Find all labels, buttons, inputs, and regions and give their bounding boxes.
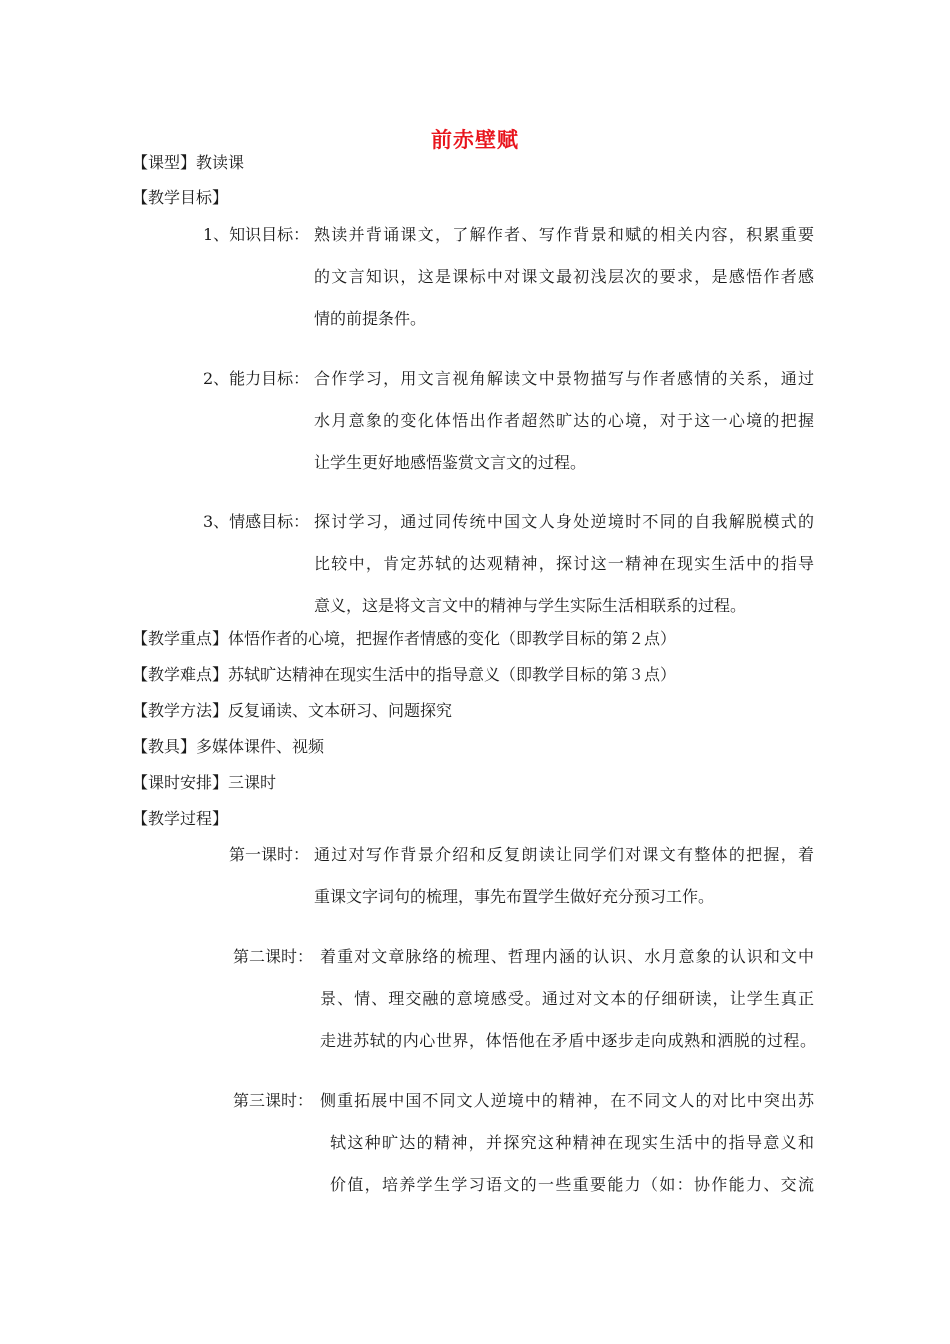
objective-2-line-1: 合作学习，用文言视角解读文中景物描写与作者感情的关系，通过: [314, 369, 814, 388]
session-2-line-3: 走进苏轼的内心世界，体悟他在矛盾中逐步走向成熟和洒脱的过程。: [320, 1031, 816, 1050]
objective-2-label: 2、能力目标：: [203, 369, 310, 388]
session-3-line-2: 轼这种旷达的精神，并探究这种精神在现实生活中的指导意义和: [330, 1133, 814, 1152]
session-3-line-3: 价值，培养学生学习语文的一些重要能力（如：协作能力、交流: [330, 1175, 814, 1194]
session-2-line-1: 着重对文章脉络的梳理、哲理内涵的认识、水月意象的认识和文中: [320, 947, 814, 966]
objective-3-line-3: 意义，这是将文言文中的精神与学生实际生活相联系的过程。: [314, 596, 747, 615]
session-1-label: 第一课时：: [229, 845, 310, 864]
objective-3-line-2: 比较中，肯定苏轼的达观精神，探讨这一精神在现实生活中的指导: [314, 554, 814, 573]
objectives-heading: 【教学目标】: [132, 188, 229, 207]
session-1-line-1: 通过对写作背景介绍和反复朗读让同学们对课文有整体的把握，着: [314, 845, 814, 864]
objective-2-line-3: 让学生更好地感悟鉴赏文言文的过程。: [314, 453, 587, 472]
objective-3-line-1: 探讨学习，通过同传统中国文人身处逆境时不同的自我解脱模式的: [314, 512, 814, 531]
process-heading: 【教学过程】: [132, 809, 229, 828]
objective-1-line-2: 的文言知识，这是课标中对课文最初浅层次的要求，是感悟作者感: [314, 267, 814, 286]
class-schedule: 【课时安排】三课时: [132, 773, 277, 792]
objective-1-line-3: 情的前提条件。: [314, 309, 427, 328]
key-point: 【教学重点】体悟作者的心境，把握作者情感的变化（即教学目标的第２点）: [132, 629, 677, 648]
objective-2-line-2: 水月意象的变化体悟出作者超然旷达的心境，对于这一心境的把握: [314, 411, 814, 430]
objective-1-label: 1、知识目标：: [203, 225, 310, 244]
course-type: 【课型】教读课: [132, 153, 245, 172]
document-title: 前赤壁赋: [431, 128, 519, 152]
session-2-label: 第二课时：: [233, 947, 314, 966]
objective-3-label: 3、情感目标：: [203, 512, 310, 531]
session-2-line-2: 景、情、理交融的意境感受。通过对文本的仔细研读，让学生真正: [320, 989, 814, 1008]
objective-1-line-1: 熟读并背诵课文，了解作者、写作背景和赋的相关内容，积累重要: [314, 225, 814, 244]
difficult-point: 【教学难点】苏轼旷达精神在现实生活中的指导意义（即教学目标的第３点）: [132, 665, 677, 684]
session-3-label: 第三课时：: [233, 1091, 314, 1110]
session-1-line-2: 重课文字词句的梳理，事先布置学生做好充分预习工作。: [314, 887, 715, 906]
teaching-tools: 【教具】多媒体课件、视频: [132, 737, 325, 756]
teaching-method: 【教学方法】反复诵读、文本研习、问题探究: [132, 701, 453, 720]
session-3-line-1: 侧重拓展中国不同文人逆境中的精神，在不同文人的对比中突出苏: [320, 1091, 814, 1110]
